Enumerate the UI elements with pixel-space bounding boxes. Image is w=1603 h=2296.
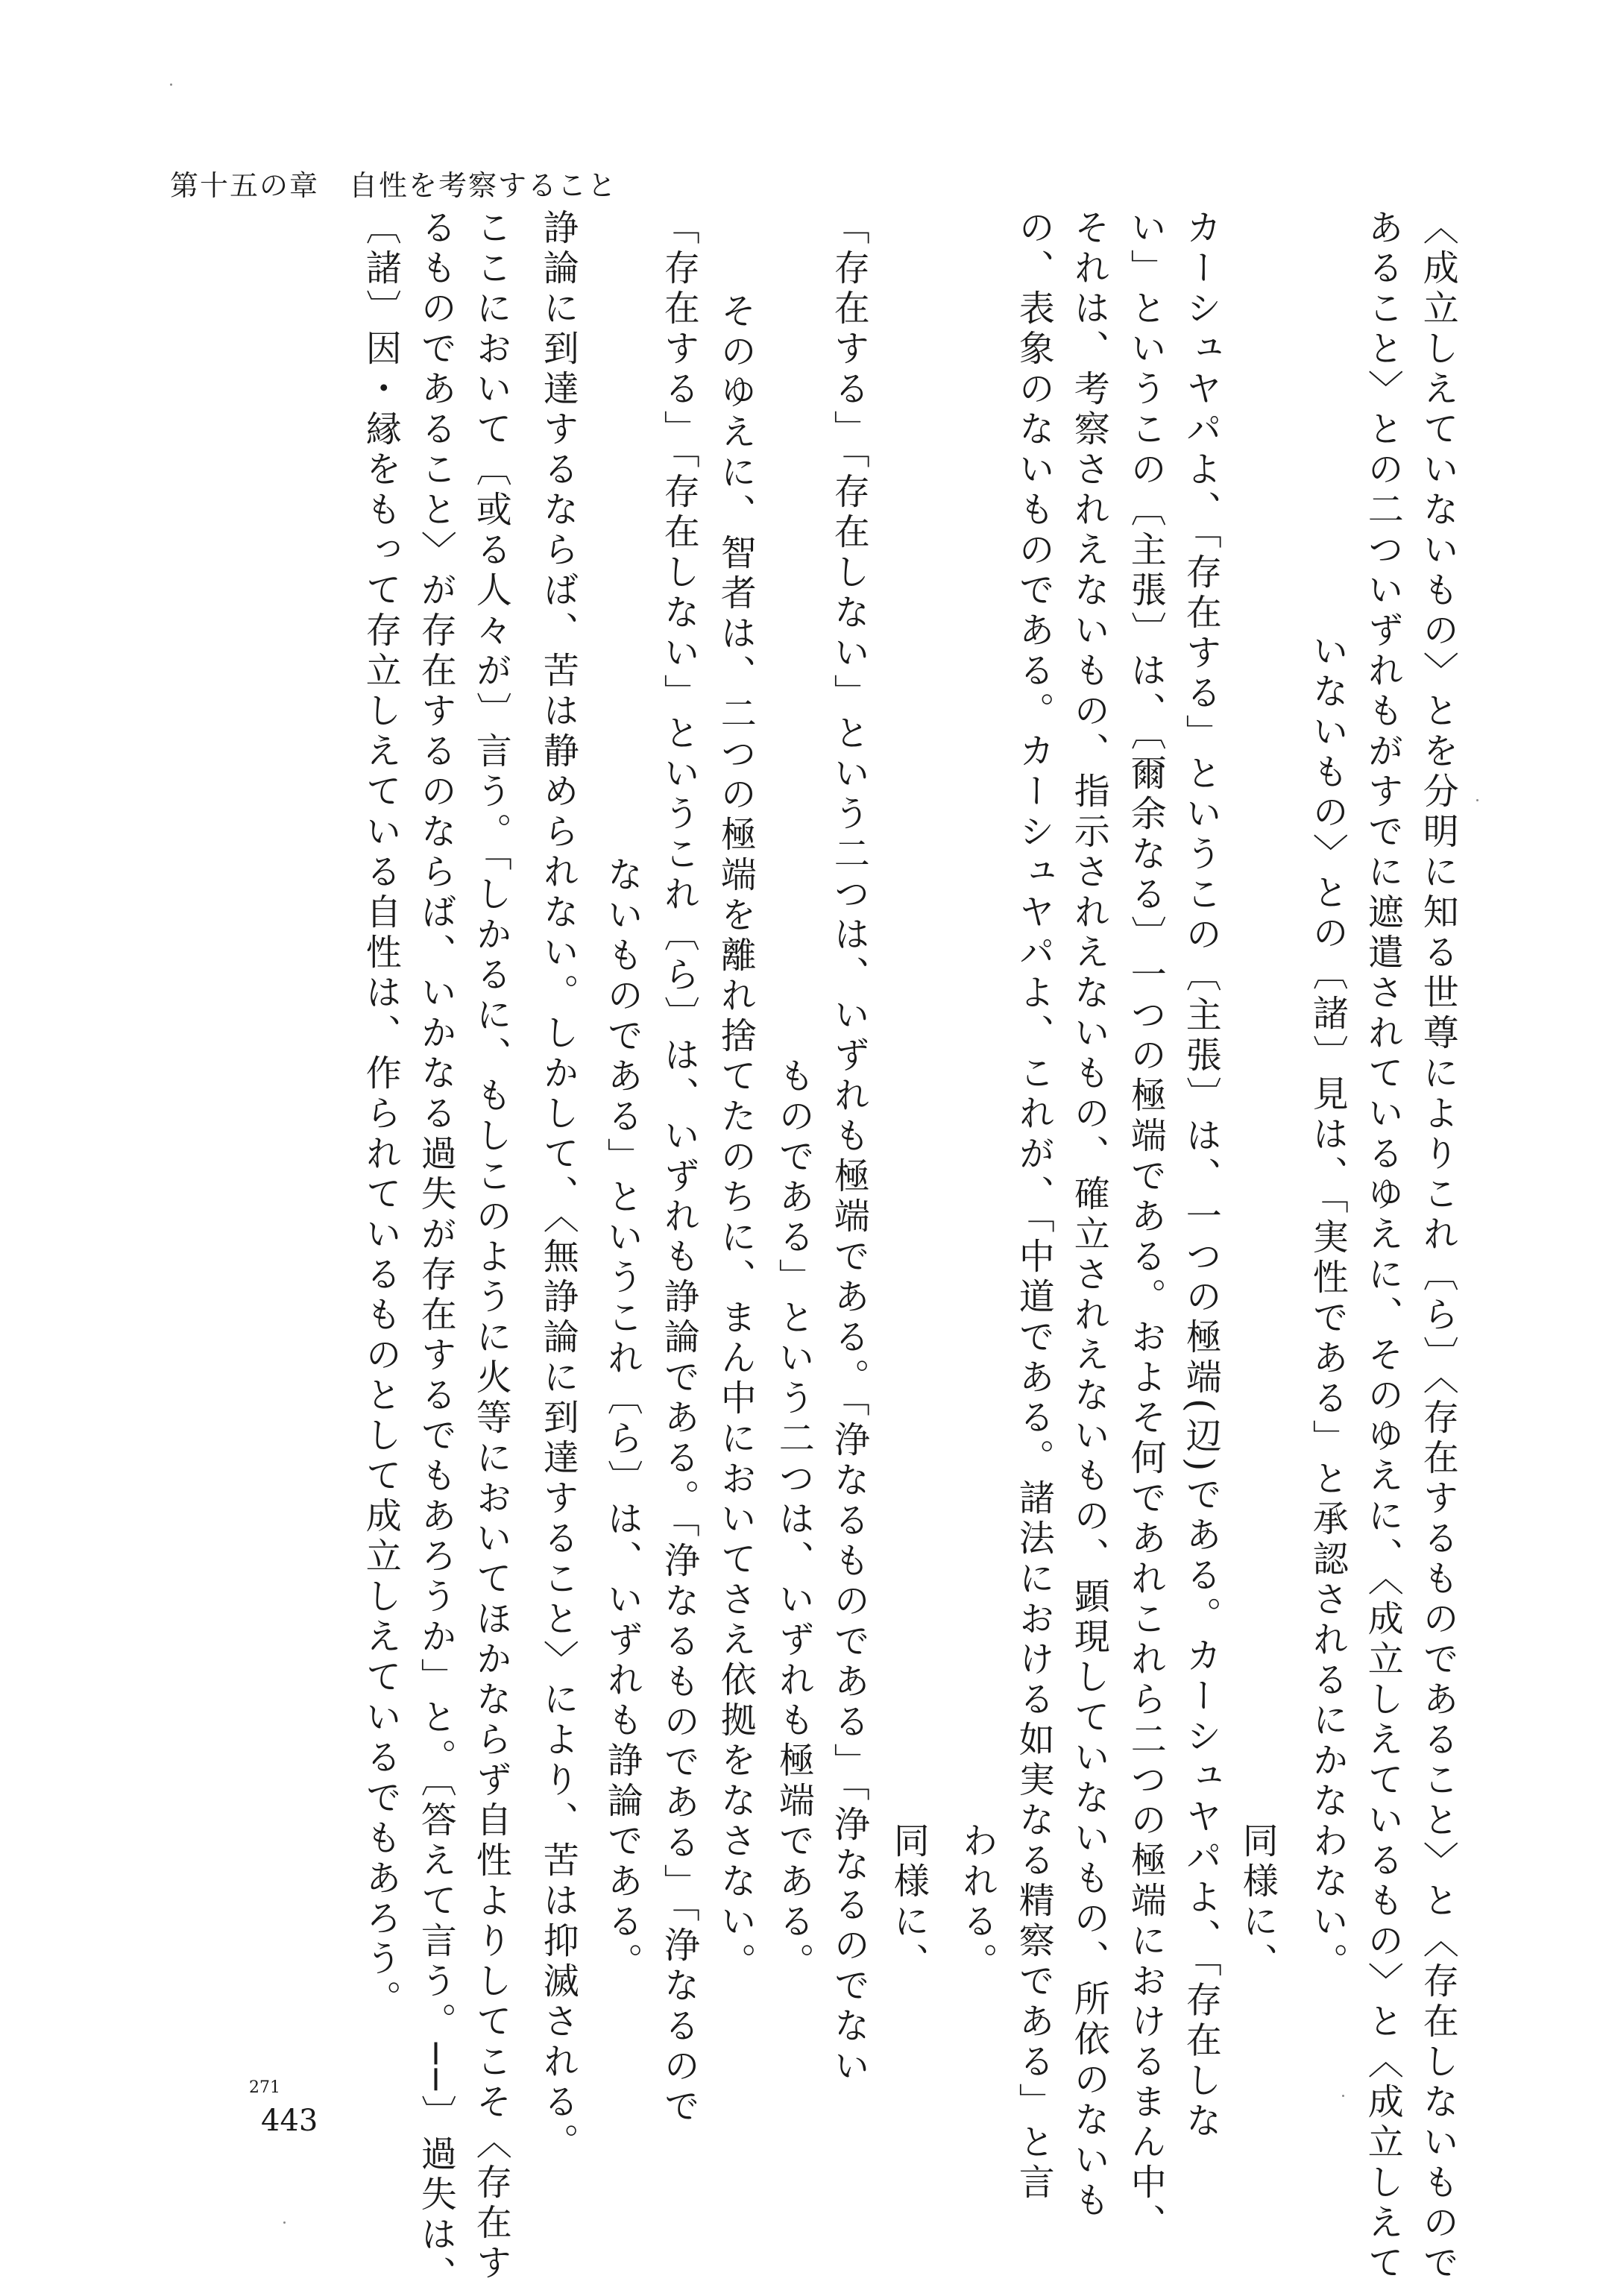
text-column-14: 「存在する」「存在しない」というこれ〔ら〕は、いずれも諍論である。「浄なるものである」「浄なるので <box>658 209 700 2128</box>
text-column-9: われる。 <box>956 1822 998 1983</box>
page-number: 443 <box>261 2104 318 2138</box>
text-column-18: るものであること〉が存在するのならば、いかなる過失が存在するでもあろうか」と。〔答えて言う。──〕過失は、 <box>415 209 457 2296</box>
small-page-number: 271 <box>249 2078 280 2097</box>
scan-speck <box>283 2221 286 2224</box>
text-column-15: ないものである」というこれ〔ら〕は、いずれも諍論である。 <box>601 856 643 1983</box>
text-column-16: 諍論に到達するならば、苦は静められない。しかして、〈無諍論に到達すること〉により、苦は抑滅される。 <box>537 209 579 2163</box>
text-column-13: そのゆえに、智者は、二つの極端を離れ捨てたのちに、まん中においてさえ依拠をなさない。 <box>714 292 757 1983</box>
scan-speck <box>170 83 172 86</box>
text-column-2: あること〉との二ついずれもがすでに遮遣されているゆえに、そのゆえに、〈成立しえているもの〉と〈成立しえて <box>1361 209 1404 2284</box>
text-column-5: カーシュヤパよ、「存在する」というこの〔主張〕は、一つの極端(辺)である。カーシュヤパよ、「存在しな <box>1180 209 1222 2142</box>
running-head: 第十五の章 自性を考察すること <box>170 169 618 202</box>
text-column-6: い」というこの〔主張〕は、〔爾余なる〕一つの極端である。およそ何であれこれら二つの極端におけるまん中、 <box>1124 209 1167 2244</box>
text-column-19: 〔諸〕因・縁をもって存立しえている自性は、作られているものとして成立しえているでもあろう。 <box>359 209 402 2020</box>
scan-speck <box>1476 799 1478 801</box>
text-column-10: 同様に、 <box>887 1822 930 1983</box>
text-column-3: いないもの〉との〔諸〕見は、「実性である」と承認されるにかなわない。 <box>1306 632 1349 1983</box>
text-column-11: 「存在する」「存在しない」という二つは、いずれも極端である。「浄なるものである」「浄なるのでない <box>828 209 870 2087</box>
text-column-17: ここにおいて〔或る人々が〕言う。「しかるに、もしこのように火等においてほかならず自性よりしてこそ〈存在す <box>470 209 512 2284</box>
text-column-12: ものである」という二つは、いずれも極端である。 <box>772 1057 815 1983</box>
text-column-1: 〈成立しえていないもの〉とを分明に知る世尊によりこれ〔ら〕〈存在するものであること〉と〈存在しないもので <box>1417 209 1459 2284</box>
text-column-8: の、表象のないものである。カーシュヤパよ、これが、「中道である。諸法における如実なる精察である」と言 <box>1012 209 1055 2204</box>
scan-speck <box>1342 2095 1344 2097</box>
text-column-7: それは、考察されえないもの、指示されえないもの、確立されえないもの、顕現していないもの、所依のないも <box>1068 209 1110 2221</box>
text-column-4: 同様に、 <box>1236 1822 1279 1983</box>
